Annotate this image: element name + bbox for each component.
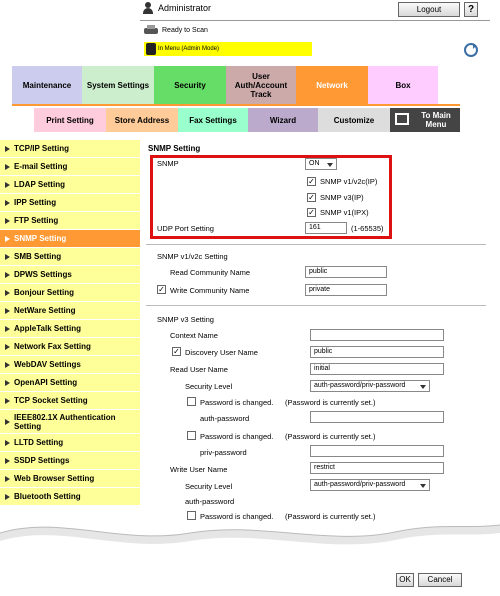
sidebar-item[interactable]	[0, 140, 140, 158]
sidebar-item-label: AppleTalk Setting	[14, 324, 81, 333]
sidebar-item[interactable]	[0, 338, 140, 356]
write-community-label: Write Community Name	[170, 286, 250, 295]
logout-button[interactable]: Logout	[398, 2, 460, 17]
write-user-input[interactable]: restrict	[310, 462, 444, 474]
tab-wizard[interactable]: Wizard	[248, 108, 318, 132]
sidebar-item[interactable]	[0, 176, 140, 194]
read-auth-password-input[interactable]	[310, 411, 444, 423]
sidebar-item[interactable]	[0, 158, 140, 176]
read-user-label: Read User Name	[170, 365, 228, 374]
status-text: Ready to Scan	[162, 26, 208, 34]
read-auth-changed-checkbox[interactable]	[187, 397, 196, 406]
read-user-input[interactable]: initial	[310, 363, 444, 375]
snmp-v3-label: SNMP v3(IP)	[320, 193, 364, 202]
tab-underline	[12, 104, 460, 106]
sidebar-item-label: Bonjour Setting	[14, 288, 74, 297]
v1v2c-section-title: SNMP v1/v2c Setting	[157, 252, 228, 261]
sidebar-item-label: SSDP Settings	[14, 456, 70, 465]
read-auth-changed-label: Password is changed.	[200, 398, 274, 407]
tab-system-settings[interactable]: System Settings	[82, 66, 154, 104]
discovery-user-input[interactable]: public	[310, 346, 444, 358]
sidebar	[0, 140, 140, 506]
read-priv-password-label: priv-password	[200, 448, 247, 457]
sidebar-item[interactable]	[0, 356, 140, 374]
sidebar-item-label: Network Fax Setting	[14, 342, 91, 351]
sidebar-item[interactable]	[0, 434, 140, 452]
read-priv-password-input[interactable]	[310, 445, 444, 457]
sidebar-item-label: WebDAV Settings	[14, 360, 81, 369]
sidebar-item[interactable]	[0, 392, 140, 410]
snmp-label: SNMP	[157, 159, 179, 168]
udp-port-label: UDP Port Setting	[157, 224, 214, 233]
sidebar-item-label: FTP Setting	[14, 216, 59, 225]
sidebar-item-label: Bluetooth Setting	[14, 492, 81, 501]
sidebar-item-label: TCP/IP Setting	[14, 144, 69, 153]
discovery-user-label: Discovery User Name	[185, 348, 258, 357]
sidebar-item[interactable]	[0, 212, 140, 230]
sidebar-item[interactable]	[0, 194, 140, 212]
sidebar-item[interactable]	[0, 266, 140, 284]
read-security-level-label: Security Level	[185, 382, 233, 391]
torn-edge	[0, 505, 500, 565]
mode-text: In Menu (Admin Mode)	[158, 46, 220, 52]
cancel-button[interactable]: Cancel	[418, 573, 462, 587]
tab-maintenance[interactable]: Maintenance	[12, 66, 82, 104]
read-community-input[interactable]: public	[305, 266, 387, 278]
tab-network[interactable]: Network	[296, 66, 368, 104]
tab-box[interactable]: Box	[368, 66, 438, 104]
printer-icon	[144, 25, 158, 35]
lock-icon	[146, 43, 156, 55]
sidebar-item[interactable]	[0, 284, 140, 302]
sidebar-item-label: DPWS Settings	[14, 270, 72, 279]
tab-user-auth[interactable]	[226, 66, 296, 104]
sidebar-item[interactable]	[0, 230, 140, 248]
sidebar-item-label: IEEE802.1X Authentication Setting	[14, 412, 116, 431]
read-community-label: Read Community Name	[170, 268, 251, 277]
sidebar-item-label: TCP Socket Setting	[14, 396, 88, 405]
tab-print-setting[interactable]: Print Setting	[34, 108, 106, 132]
sidebar-item-label: LLTD Setting	[14, 438, 64, 447]
snmp-select[interactable]	[305, 158, 337, 170]
sidebar-item-label: Web Browser Setting	[14, 474, 95, 483]
udp-port-range: (1-65535)	[351, 224, 384, 233]
screen-icon	[395, 113, 409, 125]
status-row	[144, 25, 208, 35]
sidebar-item[interactable]	[0, 452, 140, 470]
sidebar-item-label: IPP Setting	[14, 198, 57, 207]
divider	[146, 244, 486, 245]
write-community-checkbox[interactable]: ✓	[158, 285, 165, 294]
read-priv-set-label: (Password is currently set.)	[285, 432, 376, 441]
help-button[interactable]: ?	[464, 2, 478, 17]
sidebar-item[interactable]	[0, 248, 140, 266]
write-security-level-value: auth-password/priv-password	[314, 481, 406, 488]
write-auth-set-label: (Password is currently set.)	[285, 512, 376, 521]
tab-fax-settings[interactable]: Fax Settings	[178, 108, 248, 132]
write-auth-changed-label: Password is changed.	[200, 512, 274, 521]
user-info	[142, 2, 211, 14]
sidebar-item[interactable]	[0, 302, 140, 320]
sidebar-item-label: E-mail Setting	[14, 162, 68, 171]
discovery-user-checkbox[interactable]: ✓	[173, 347, 180, 356]
snmp-v1v2c-checkbox[interactable]: ✓	[308, 177, 315, 186]
mode-bar	[144, 42, 312, 56]
sidebar-item-label: NetWare Setting	[14, 306, 76, 315]
tab-customize[interactable]: Customize	[318, 108, 390, 132]
header-divider	[140, 20, 490, 21]
sidebar-item[interactable]	[0, 320, 140, 338]
snmp-v1ipx-label: SNMP v1(IPX)	[320, 208, 369, 217]
sidebar-item-label: LDAP Setting	[14, 180, 65, 189]
to-main-menu-button[interactable]	[390, 108, 460, 132]
tab-store-address[interactable]: Store Address	[106, 108, 178, 132]
write-security-level-label: Security Level	[185, 482, 233, 491]
read-priv-changed-label: Password is changed.	[200, 432, 274, 441]
read-auth-set-label: (Password is currently set.)	[285, 398, 376, 407]
user-icon	[142, 2, 154, 14]
read-priv-changed-checkbox[interactable]	[187, 431, 196, 440]
v3-section-title: SNMP v3 Setting	[157, 315, 214, 324]
ok-button[interactable]: OK	[396, 573, 414, 587]
snmp-v1v2c-label: SNMP v1/v2c(IP)	[320, 177, 378, 186]
sidebar-item[interactable]	[0, 488, 140, 506]
sidebar-item[interactable]	[0, 470, 140, 488]
read-security-level-value: auth-password/priv-password	[314, 382, 406, 389]
user-name: Administrator	[158, 3, 212, 13]
udp-port-input[interactable]: 161	[305, 222, 347, 234]
tab-security[interactable]: Security	[154, 66, 226, 104]
snmp-section-title: SNMP Setting	[148, 144, 201, 153]
sidebar-item-label: SMB Setting	[14, 252, 62, 261]
read-security-level-select[interactable]	[310, 380, 430, 392]
sidebar-item-label: SNMP Setting	[14, 234, 67, 243]
to-main-menu-label: To Main Menu	[421, 111, 451, 129]
sidebar-item[interactable]	[0, 410, 140, 434]
write-auth-password-label: auth-password	[185, 497, 235, 506]
snmp-select-value: ON	[309, 160, 320, 167]
refresh-icon[interactable]	[464, 43, 478, 57]
snmp-v1ipx-checkbox[interactable]: ✓	[308, 208, 315, 217]
read-auth-password-label: auth-password	[200, 414, 250, 423]
write-community-input[interactable]: private	[305, 284, 387, 296]
snmp-v3-checkbox[interactable]: ✓	[308, 193, 315, 202]
sidebar-item[interactable]	[0, 374, 140, 392]
write-security-level-select[interactable]	[310, 479, 430, 491]
tab-user-auth-label: User Auth/Account Track	[234, 71, 288, 99]
divider	[146, 305, 486, 306]
write-user-label: Write User Name	[170, 465, 228, 474]
context-name-input[interactable]	[310, 329, 444, 341]
context-name-label: Context Name	[170, 331, 218, 340]
sidebar-item-label: OpenAPI Setting	[14, 378, 78, 387]
